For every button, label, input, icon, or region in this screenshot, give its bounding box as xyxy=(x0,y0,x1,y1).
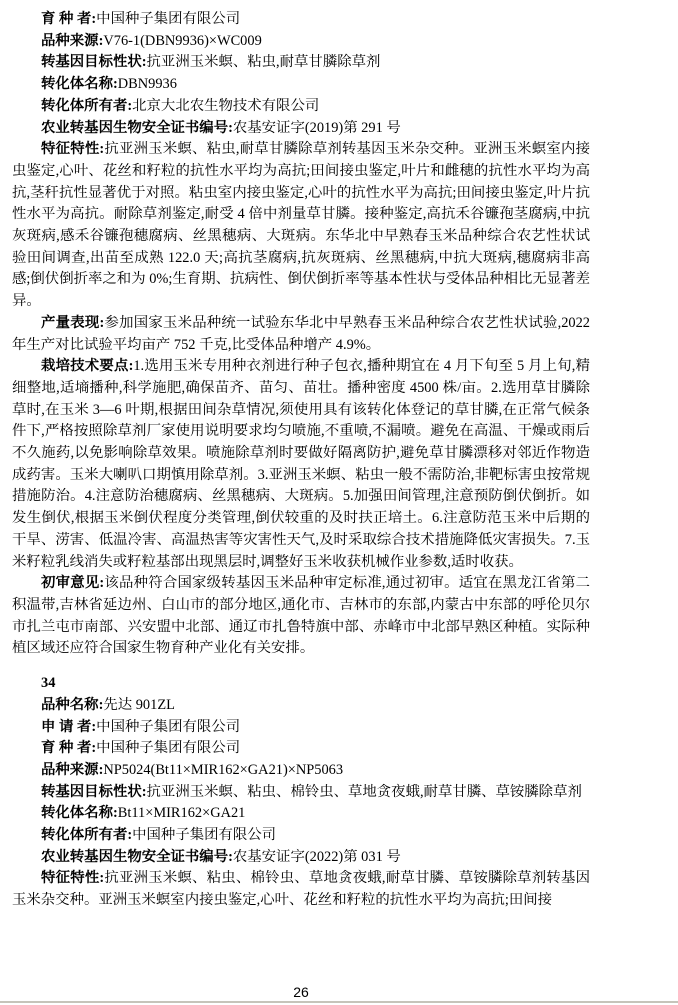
field-row xyxy=(12,717,590,739)
field-value: 北京大北农生物技术有限公司 xyxy=(132,97,320,114)
field-value: 农基安证字(2022)第 031 号 xyxy=(232,848,401,865)
field-label: 转化体所有者: xyxy=(41,97,133,114)
field-value: 抗亚洲玉米螟、粘虫、棉铃虫、草地贪夜蛾,耐草甘膦、草铵膦除草剂 xyxy=(146,783,582,800)
field-label: 转化体名称: xyxy=(41,76,118,93)
paragraph-review-opinion xyxy=(12,573,590,660)
field-value: Bt11×MIR162×GA21 xyxy=(117,805,246,822)
entry-number: 34 xyxy=(41,675,56,692)
field-row xyxy=(12,760,590,782)
field-row xyxy=(12,52,590,74)
field-label: 品种来源: xyxy=(41,32,104,49)
para-label: 特征特性: xyxy=(41,141,105,158)
field-row xyxy=(12,74,590,96)
field-label: 育 种 者: xyxy=(41,740,97,757)
page-number: 26 xyxy=(293,984,309,1000)
field-label: 转化体所有者: xyxy=(41,827,133,844)
paragraph-yield xyxy=(12,313,590,356)
para-label: 初审意见: xyxy=(41,575,105,592)
field-value: NP5024(Bt11×MIR162×GA21)×NP5063 xyxy=(103,761,344,778)
para-text: 抗亚洲玉米螟、粘虫、棉铃虫、草地贪夜蛾,耐草甘膦、草铵膦除草剂转基因玉米杂交种。亚洲玉米螟室内接虫鉴定,心叶、花丝和籽粒的抗性水平均为高抗;田间接 xyxy=(12,870,590,909)
field-label: 育 种 者: xyxy=(41,11,97,27)
field-row xyxy=(12,96,590,118)
paragraph-characteristics xyxy=(12,139,590,313)
field-value: 中国种子集团有限公司 xyxy=(96,11,241,27)
field-value: 抗亚洲玉米螟、粘虫,耐草甘膦除草剂 xyxy=(146,54,381,71)
field-row xyxy=(12,738,590,760)
field-value: 农基安证字(2019)第 291 号 xyxy=(232,119,401,136)
field-row xyxy=(12,695,590,717)
field-value: 先达 901ZL xyxy=(103,696,175,713)
field-label: 农业转基因生物安全证书编号: xyxy=(41,119,233,136)
document-body xyxy=(12,9,590,912)
field-row xyxy=(12,31,590,53)
field-row xyxy=(12,782,590,804)
field-row xyxy=(12,825,590,847)
field-label: 品种来源: xyxy=(41,761,104,778)
para-text: 该品种符合国家级转基因玉米品种审定标准,通过初审。适宜在黑龙江省第二积温带,吉林省延边州、白山市的部分地区,通化市、吉林市的东部,内蒙古中东部的呼伦贝尔市扎兰屯市南部、兴安盟中北部、通辽市扎鲁特旗中部、赤峰市中北部早熟区种植。实际种植区域还应符合国家生物育种产业化有关安排。 xyxy=(12,575,590,657)
paragraph-cultivation xyxy=(12,356,590,573)
para-label: 产量表现: xyxy=(41,314,105,331)
paragraph-characteristics xyxy=(12,868,590,911)
para-text: 1.选用玉米专用种衣剂进行种子包衣,播种期宜在 4 月下旬至 5 月上旬,精细整地,适墒播种,科学施肥,确保苗齐、苗匀、苗壮。播种密度 4500 株/亩。2.选用草甘膦除草时,在玉米 3—6 叶期,根据田间杂草情况,须使用具有该转化体登记的草甘膦,在正常气候条件下,严格按照除草剂厂家使用说明要求均匀喷施,不重喷,不漏喷。避免在高温、干燥或雨后不久施药,以免影响除草效果。喷施除草剂时要做好隔离防护,避免草甘膦漂移对邻近作物造成药害。玉米大喇叭口期慎用除草剂。3.亚洲玉米螟、粘虫一般不需防治,非靶标害虫按常规措施防治。4.注意防治穗腐病、丝黑穗病、大斑病。5.加强田间管理,注意预防倒伏倒折。如发生倒伏,根据玉米倒伏程度分类管理,倒伏较重的及时扶正培土。6.注意防范玉米中后期的干旱、涝害、低温冷害、高温热害等灾害性天气,及时采取综合技术措施降低灾害损失。7.玉米籽粒乳线消失或籽粒基部出现黑层时,调整好玉米收获机械作业参数,适时收获。 xyxy=(12,358,590,570)
field-value: V76-1(DBN9936)×WC009 xyxy=(103,32,262,49)
field-label: 转基因目标性状: xyxy=(41,783,147,800)
entry-separator xyxy=(12,660,590,673)
para-label: 特征特性: xyxy=(41,870,105,887)
field-row xyxy=(12,9,590,31)
field-label: 转化体名称: xyxy=(41,805,118,822)
field-label: 品种名称: xyxy=(41,696,104,713)
field-row xyxy=(12,118,590,140)
field-label: 农业转基因生物安全证书编号: xyxy=(41,848,233,865)
field-label: 申 请 者: xyxy=(41,718,97,735)
field-value: 中国种子集团有限公司 xyxy=(132,827,277,844)
field-row xyxy=(12,803,590,825)
field-value: 中国种子集团有限公司 xyxy=(96,718,241,735)
field-value: DBN9936 xyxy=(117,76,177,93)
page-bottom-rule xyxy=(0,1001,678,1003)
field-label: 转基因目标性状: xyxy=(41,54,147,71)
para-text: 参加国家玉米品种统一试验东华北中早熟春玉米品种综合农艺性状试验,2022 年生产对比试验平均亩产 752 千克,比受体品种增产 4.9%。 xyxy=(12,314,590,353)
para-text: 抗亚洲玉米螟、粘虫,耐草甘膦除草剂转基因玉米杂交种。亚洲玉米螟室内接虫鉴定,心叶、花丝和籽粒的抗性水平均为高抗;田间接虫鉴定,叶片和雌穗的抗性水平均为高抗,茎秆抗性显著优于对照。粘虫室内接虫鉴定,心叶的抗性水平为高抗;田间接虫鉴定,叶片抗性水平为高抗。耐除草剂鉴定,耐受 4 倍中剂量草甘膦。接种鉴定,高抗禾谷镰孢茎腐病,中抗灰斑病,感禾谷镰孢穗腐病、丝黑穗病、大斑病。东华北中早熟春玉米品种综合农艺性状试验田间调查,出苗至成熟 122.0 天;高抗茎腐病,抗灰斑病、丝黑穗病,中抗大斑病,穗腐病非高感;倒伏倒折率之和为 0%;生育期、抗病性、倒伏倒折率等基本性状与受体品种相比无显著差异。 xyxy=(12,141,590,310)
field-value: 中国种子集团有限公司 xyxy=(96,740,241,757)
para-label: 栽培技术要点: xyxy=(41,358,134,375)
field-row xyxy=(12,847,590,869)
